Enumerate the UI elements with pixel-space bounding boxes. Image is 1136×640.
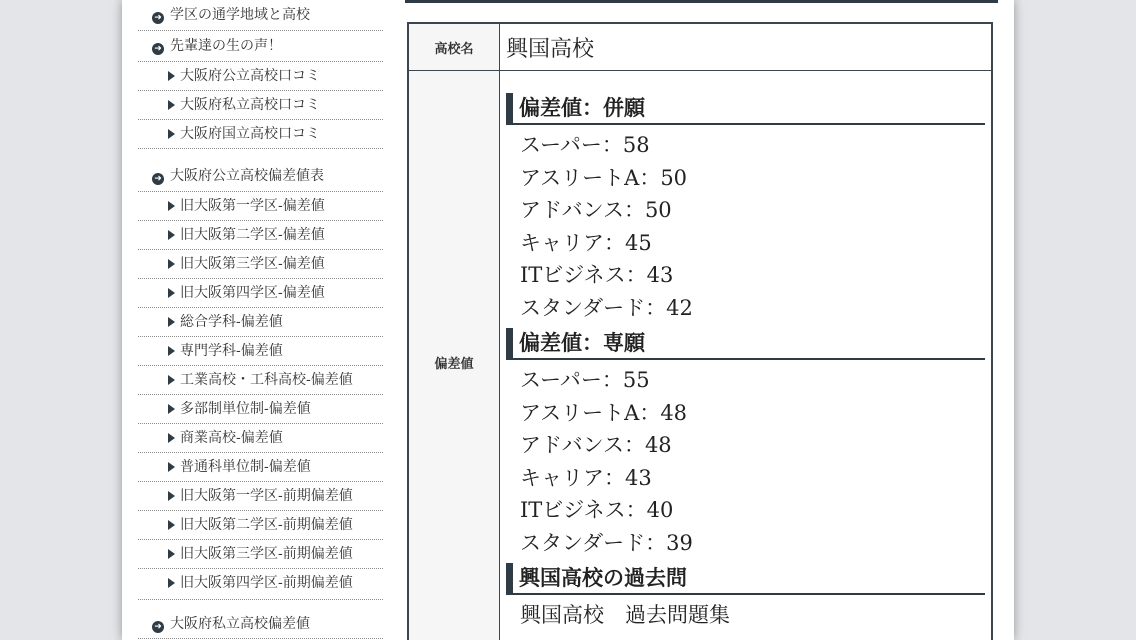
section-heading-heigan: 偏差値：併願 xyxy=(506,93,985,125)
triangle-right-icon xyxy=(168,346,175,356)
triangle-right-icon xyxy=(168,404,175,414)
sidebar-item-old-district-4[interactable] xyxy=(138,279,383,308)
sidebar-item-senmon[interactable] xyxy=(138,337,383,366)
sidebar-item-label: 大阪府国立高校口コミ xyxy=(180,126,320,142)
section-heading-sengan: 偏差値：専願 xyxy=(506,328,985,360)
score-line: キャリア：43 xyxy=(520,465,652,490)
circle-arrow-icon: ➜ xyxy=(152,621,164,633)
school-info-table xyxy=(407,22,993,640)
sidebar-item-old-district-1[interactable] xyxy=(138,192,383,221)
score-line: アスリートA：50 xyxy=(520,165,688,190)
triangle-right-icon xyxy=(168,201,175,211)
triangle-right-icon xyxy=(168,230,175,240)
sidebar-item-zenki-3[interactable] xyxy=(138,540,383,569)
triangle-right-icon xyxy=(168,288,175,298)
sidebar-item-label: 大阪府私立高校口コミ xyxy=(180,97,320,113)
sidebar-item-zenki-4[interactable] xyxy=(138,569,383,600)
triangle-right-icon xyxy=(168,520,175,530)
school-name-header: 高校名 xyxy=(408,23,500,71)
table-row xyxy=(408,71,992,640)
triangle-right-icon xyxy=(168,71,175,81)
sidebar-item-private-hensachi[interactable] xyxy=(138,606,383,639)
sidebar-item-zenki-2[interactable] xyxy=(138,511,383,540)
sidebar-item-label: 大阪府公立高校口コミ xyxy=(180,68,320,84)
sidebar-item-label: 旧大阪第一学区-前期偏差値 xyxy=(180,488,353,504)
section-heading-kakomon: 興国高校の過去問 xyxy=(506,563,985,595)
score-line: アドバンス：50 xyxy=(520,198,672,222)
sidebar-item-label: 多部制単位制-偏差値 xyxy=(180,401,311,417)
sidebar-item-label: 旧大阪第一学区-偏差値 xyxy=(180,198,325,214)
hensachi-detail xyxy=(500,71,993,640)
triangle-right-icon xyxy=(168,578,175,588)
sidebar-item-public-hensachi[interactable] xyxy=(138,155,383,192)
kakomon-link[interactable]: 興国高校 過去問題集 xyxy=(520,603,730,627)
triangle-right-icon xyxy=(168,549,175,559)
sidebar-item-shogyo[interactable] xyxy=(138,424,383,453)
sidebar-item-futsuka-tani[interactable] xyxy=(138,453,383,482)
score-line: スタンダード：42 xyxy=(520,295,693,320)
page xyxy=(122,0,1014,640)
sidebar-item-label: 学区の通学地域と高校 xyxy=(170,7,310,23)
circle-arrow-icon: ➜ xyxy=(152,173,164,185)
sidebar-item-label: 旧大阪第四学区-前期偏差値 xyxy=(180,575,353,591)
sidebar-item-kogyo[interactable] xyxy=(138,366,383,395)
score-line: アドバンス：48 xyxy=(520,433,672,457)
sidebar-item-private-kuchikomi[interactable] xyxy=(138,91,383,120)
triangle-right-icon xyxy=(168,100,175,110)
sidebar-item-old-district-3[interactable] xyxy=(138,250,383,279)
sidebar-item-national-kuchikomi[interactable] xyxy=(138,120,383,149)
score-line: スーパー：58 xyxy=(520,133,650,157)
sidebar-item-label: 工業高校・工科高校-偏差値 xyxy=(180,372,353,388)
triangle-right-icon xyxy=(168,433,175,443)
triangle-right-icon xyxy=(168,317,175,327)
sidebar-item-label: 旧大阪第二学区-偏差値 xyxy=(180,227,325,243)
score-line: キャリア：45 xyxy=(520,230,652,255)
table-row xyxy=(408,23,992,71)
sidebar-item-senpai-voice[interactable] xyxy=(138,31,383,62)
sidebar-item-label: 旧大阪第四学区-偏差値 xyxy=(180,285,325,301)
triangle-right-icon xyxy=(168,462,175,472)
sidebar-item-label: 旧大阪第二学区-前期偏差値 xyxy=(180,517,353,533)
score-line: スーパー：55 xyxy=(520,368,650,392)
score-line: スタンダード：39 xyxy=(520,530,693,555)
sidebar-item-label: 商業高校-偏差値 xyxy=(180,430,283,446)
sidebar-item-label: 総合学科-偏差値 xyxy=(180,314,283,330)
triangle-right-icon xyxy=(168,375,175,385)
sidebar-item-label: 先輩達の生の声！ xyxy=(170,38,282,54)
sidebar-item-public-kuchikomi[interactable] xyxy=(138,62,383,91)
sidebar-item-sogo[interactable] xyxy=(138,308,383,337)
circle-arrow-icon: ➜ xyxy=(152,43,164,55)
triangle-right-icon xyxy=(168,129,175,139)
sidebar-item-label: 普通科単位制-偏差値 xyxy=(180,459,311,475)
hensachi-header: 偏差値 xyxy=(408,71,500,640)
circle-arrow-icon: ➜ xyxy=(152,12,164,24)
score-line: ITビジネス：43 xyxy=(520,263,674,287)
sidebar-item-school-district[interactable] xyxy=(138,0,383,31)
sidebar xyxy=(138,0,383,639)
sidebar-item-label: 旧大阪第三学区-偏差値 xyxy=(180,256,325,272)
top-divider xyxy=(405,0,998,3)
sidebar-item-label: 専門学科-偏差値 xyxy=(180,343,283,359)
sidebar-item-old-district-2[interactable] xyxy=(138,221,383,250)
triangle-right-icon xyxy=(168,491,175,501)
sidebar-item-label: 旧大阪第三学区-前期偏差値 xyxy=(180,546,353,562)
sidebar-item-label: 大阪府私立高校偏差値 xyxy=(170,616,310,632)
sidebar-item-zenki-1[interactable] xyxy=(138,482,383,511)
triangle-right-icon xyxy=(168,259,175,269)
score-line: アスリートA：48 xyxy=(520,400,688,425)
score-line: ITビジネス：40 xyxy=(520,498,674,522)
sidebar-item-label: 大阪府公立高校偏差値表 xyxy=(170,168,324,184)
school-name-value: 興国高校 xyxy=(500,23,993,71)
sidebar-item-tabusei[interactable] xyxy=(138,395,383,424)
